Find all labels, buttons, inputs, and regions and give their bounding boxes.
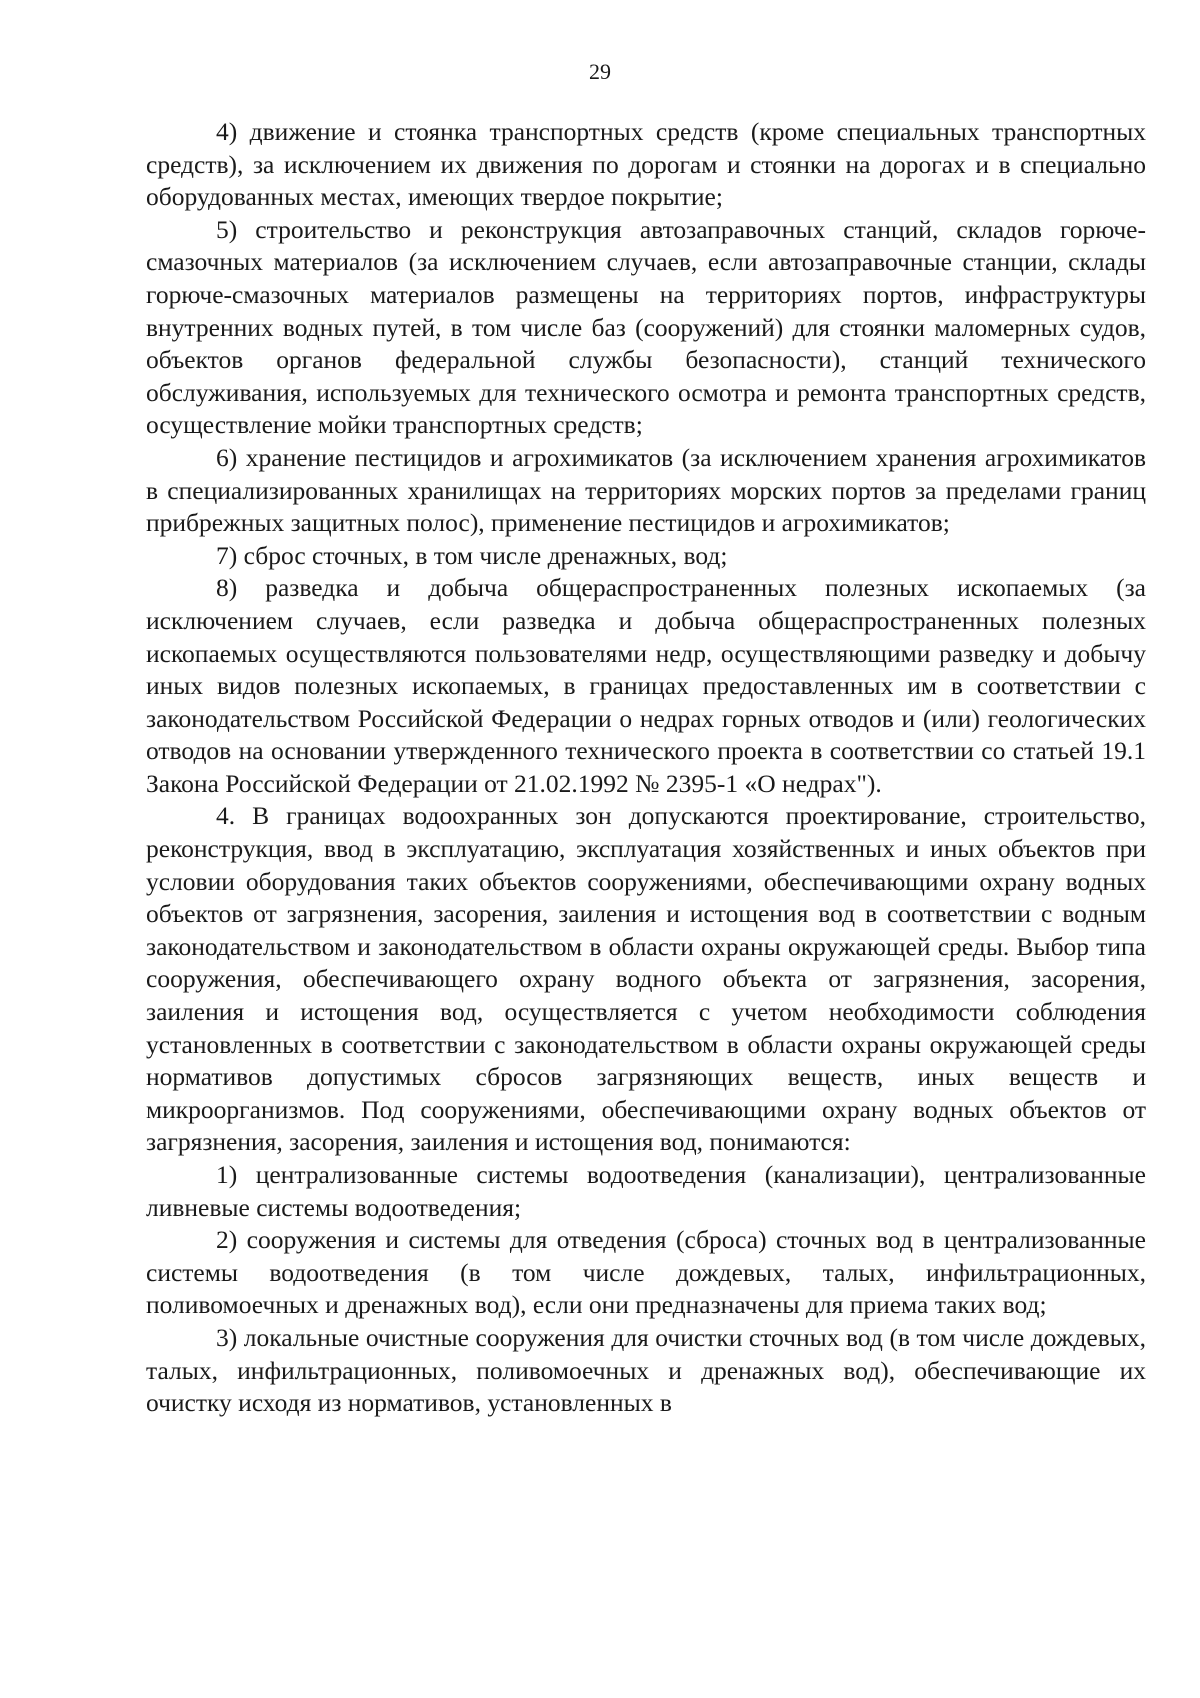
paragraph-item-6: 6) хранение пестицидов и агрохимикатов (за исключением хранения агрохимикатов в специализированных хранилищах на территориях морских портов за пределами границ прибрежных защитных полос), применение пестицидов и агрохимикатов; <box>146 442 1146 538</box>
paragraph-subitem-1: 1) централизованные системы водоотведения (канализации), централизованные ливневые системы водоотведения; <box>146 1160 1146 1222</box>
paragraph-item-7: 7) сброс сточных, в том числе дренажных, вод; <box>216 540 728 570</box>
paragraph-clause-4: 4. В границах водоохранных зон допускаются проектирование, строительство, реконструкция, ввод в эксплуатацию, эксплуатация хозяйственных и иных объектов при условии оборудования таких объектов сооружениями, обеспечивающими охрану водных объектов от загрязнения, засорения, заиления и истощения вод в соответствии с водным законодательством и законодательством в области охраны окружающей среды. Выбор типа сооружения, обеспечивающего охрану водного объекта от загрязнения, засорения, заиления и истощения вод, осуществляется с учетом необходимости соблюдения установленных в соответствии с законодательством в области охраны окружающей среды нормативов допустимых сбросов загрязняющих веществ, иных веществ и микроорганизмов. Под сооружениями, обеспечивающими охрану водных объектов от загрязнения, засорения, заиления и истощения вод, понимаются: <box>146 801 1146 1157</box>
paragraph-item-8: 8) разведка и добыча общераспространенных полезных ископаемых (за исключением случаев, если разведка и добыча общераспространенных полезных ископаемых осуществляются пользователями недр, осуществляющими разведку и добычу иных видов полезных ископаемых, в границах предоставленных им в соответствии с законодательством Российской Федерации о недрах горных отводов и (или) геологических отводов на основании утвержденного технического проекта в соответствии со статьей 19.1 Закона Российской Федерации от 21.02.1992 № 2395-1 «О недрах"). <box>146 573 1146 798</box>
document-body <box>146 116 1146 1420</box>
page-number: 29 <box>589 59 611 84</box>
paragraph-subitem-2: 2) сооружения и системы для отведения (сброса) сточных вод в централизованные системы водоотведения (в том числе дождевых, талых, инфильтрационных, поливомоечных и дренажных вод), если они предназначены для приема таких вод; <box>146 1225 1146 1320</box>
paragraph-item-4: 4) движение и стоянка транспортных средств (кроме специальных транспортных средств), за исключением их движения по дорогам и стоянки на дорогах и в специально оборудованных местах, имеющих твердое покрытие; <box>146 117 1146 212</box>
paragraph-item-5: 5) строительство и реконструкция автозаправочных станций, складов горюче-смазочных материалов (за исключением случаев, если автозаправочные станции, склады горюче-смазочных материалов размещены на территориях портов, инфраструктуры внутренних водных путей, в том числе баз (сооружений) для стоянки маломерных судов, объектов органов федеральной службы безопасности), станций технического обслуживания, используемых для технического осмотра и ремонта транспортных средств, осуществление мойки транспортных средств; <box>146 214 1146 440</box>
paragraph-subitem-3: 3) локальные очистные сооружения для очистки сточных вод (в том числе дождевых, талых, инфильтрационных, поливомоечных и дренажных вод), обеспечивающие их очистку исходя из нормативов, установленных в <box>146 1322 1146 1418</box>
